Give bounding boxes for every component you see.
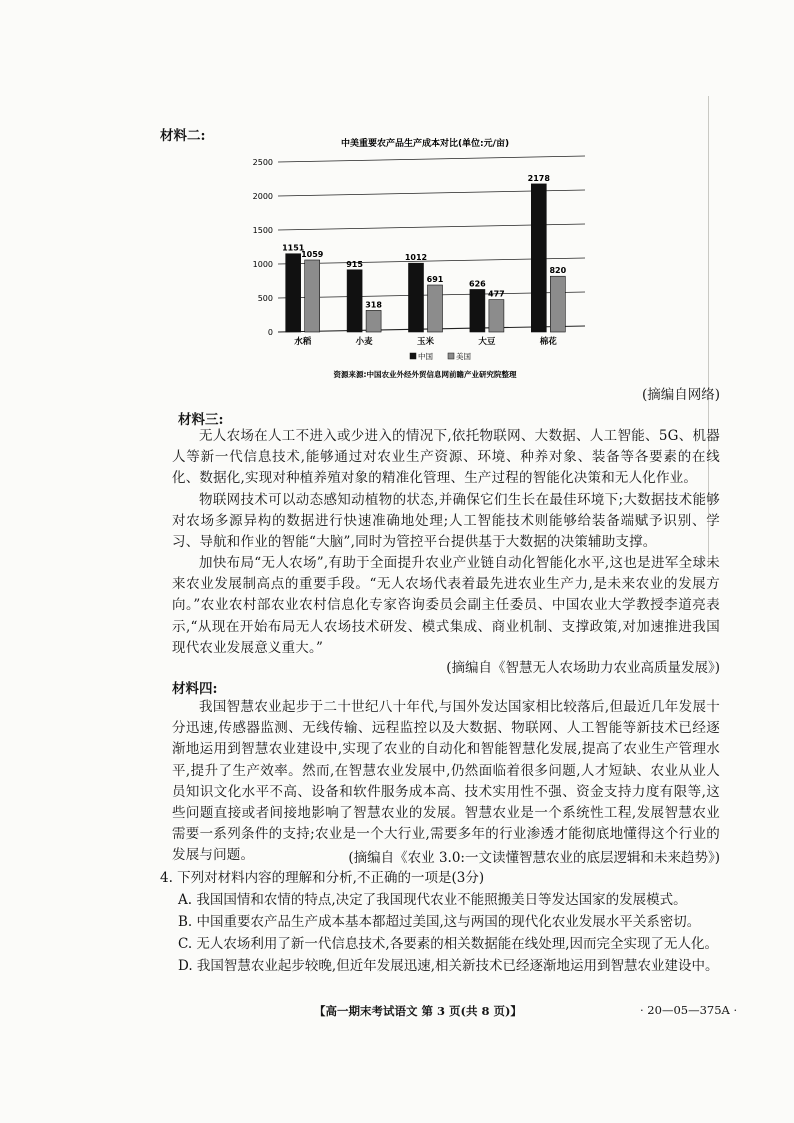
- material4-source: (摘编自《农业 3.0:一文读懂智慧农业的底层逻辑和未来趋势》): [348, 850, 720, 866]
- option-d[interactable]: D. 我国智慧农业起步较晚,但近年发展迅速,相关新技术已经逐渐地运用到智慧农业建设中。: [178, 958, 719, 974]
- x-tick-label: 水稻: [294, 337, 312, 347]
- legend-label: 美国: [456, 352, 471, 361]
- data-label: 2178: [527, 173, 550, 183]
- footer-code: · 20—05—375A ·: [640, 1003, 738, 1017]
- gridline: [278, 156, 585, 162]
- x-tick-label: 小麦: [355, 337, 373, 347]
- material3-paragraph-1: 无人农场在人工不进入或少进入的情况下,依托物联网、大数据、人工智能、5G、机器人等新一代信息技术,能够通过对农业生产资源、环境、种养对象、装备等各要素的在线化、数据化,实现对种植养殖对象的精准化管理、生产过程的智能化决策和无人化作业。: [172, 428, 720, 487]
- bar-中国-小麦: [347, 270, 362, 332]
- bar-中国-水稻: [286, 254, 301, 332]
- data-label: 1151: [282, 243, 305, 253]
- data-label: 477: [488, 289, 505, 299]
- x-tick-label: 玉米: [416, 337, 435, 347]
- material3-source: (摘编自《智慧无人农场助力农业高质量发展》): [446, 660, 720, 676]
- legend-label: 中国: [418, 352, 433, 361]
- x-tick-label: 大豆: [478, 337, 496, 347]
- data-label: 626: [469, 279, 486, 289]
- data-label: 691: [426, 275, 444, 285]
- question-stem: 4. 下列对材料内容的理解和分析,不正确的一项是(3分): [160, 870, 485, 886]
- material3-paragraph-3: 加快布局“无人农场”,有助于全面提升农业产业链自动化智能化水平,这也是进军全球未来农业发展制高点的重要手段。“无人农场代表着最先进农业生产力,是未来农业的发展方向。”农业农村部农业农村信息化专家咨询委员会副主任委员、中国农业大学教授李道亮表示,“从现在开始布局无人农场技术研发、模式集成、商业机制、支撑政策,对加速推进我国现代农业发展意义重大。”: [172, 555, 720, 656]
- cost-comparison-chart: [240, 134, 590, 384]
- material3-heading: 材料三:: [178, 412, 224, 428]
- chart-title: 中美重要农产品生产成本对比(单位:元/亩): [340, 139, 510, 149]
- chart-source-note: 资源来源:中国农业外经外贸信息网前瞻产业研究院整理: [333, 370, 517, 379]
- y-tick-label: 1500: [252, 226, 273, 235]
- x-tick-label: 棉花: [539, 337, 557, 347]
- y-tick-label: 2000: [252, 192, 273, 201]
- chart-svg: [240, 134, 590, 384]
- bar-美国-大豆: [489, 300, 504, 332]
- bar-中国-棉花: [531, 184, 546, 332]
- bar-美国-棉花: [550, 276, 565, 332]
- bar-中国-大豆: [470, 289, 485, 332]
- material3-paragraph-2: 物联网技术可以动态感知动植物的状态,并确保它们生长在最佳环境下;大数据技术能够对农场多源异构的数据进行快速准确地处理;人工智能技术则能够给装备端赋予识别、学习、导航和作业的智能“大脑”,同时为管控平台提供基于大数据的决策辅助支撑。: [172, 492, 720, 551]
- bar-美国-小麦: [366, 310, 381, 332]
- material2-source: (摘编自网络): [641, 387, 720, 403]
- bar-美国-水稻: [305, 260, 320, 332]
- bar-中国-玉米: [409, 263, 424, 332]
- y-tick-label: 500: [257, 294, 273, 303]
- y-tick-label: 0: [267, 328, 273, 337]
- data-label: 1059: [301, 249, 324, 259]
- material4-paragraph-1: 我国智慧农业起步于二十世纪八十年代,与国外发达国家相比较落后,但最近几年发展十分迅速,传感器监测、无线传输、远程监控以及大数据、物联网、人工智能等新技术已经逐渐地运用到智慧农业建设中,实现了农业的自动化和智能智慧化发展,提高了农业生产管理水平,提升了生产效率。然而,在智慧农业发展中,仍然面临着很多问题,人才短缺、农业从业人员知识文化水平不高、设备和软件服务成本高、技术实用性不强、资金支持力度有限等,这些问题直接或者间接地影响了智慧农业的发展。智慧农业是一个系统性工程,发展智慧农业需要一系列条件的支持;农业是一个大行业,需要多年的行业渗透才能彻底地懂得这个行业的发展与问题。: [172, 699, 720, 864]
- y-tick-label: 1000: [252, 260, 273, 269]
- data-label: 1012: [404, 253, 428, 263]
- footer-page-info: 【高一期末考试语文 第 3 页(共 8 页)】: [314, 1004, 522, 1018]
- legend-swatch: [448, 353, 454, 359]
- y-tick-label: 2500: [252, 158, 273, 167]
- option-c[interactable]: C. 无人农场利用了新一代信息技术,各要素的相关数据能在线处理,因而完全实现了无人化。: [178, 936, 719, 952]
- option-a[interactable]: A. 我国国情和农情的特点,决定了我国现代农业不能照搬美日等发达国家的发展模式。: [178, 892, 687, 908]
- data-label: 820: [549, 266, 567, 276]
- material4-heading: 材料四:: [172, 681, 218, 697]
- material2-heading: 材料二:: [160, 128, 206, 144]
- option-b[interactable]: B. 中国重要农产品生产成本基本都超过美国,这与两国的现代化农业发展水平关系密切。: [178, 914, 701, 930]
- legend-swatch: [410, 353, 416, 359]
- data-label: 915: [346, 259, 363, 269]
- data-label: 318: [365, 300, 382, 310]
- bar-美国-玉米: [428, 285, 443, 332]
